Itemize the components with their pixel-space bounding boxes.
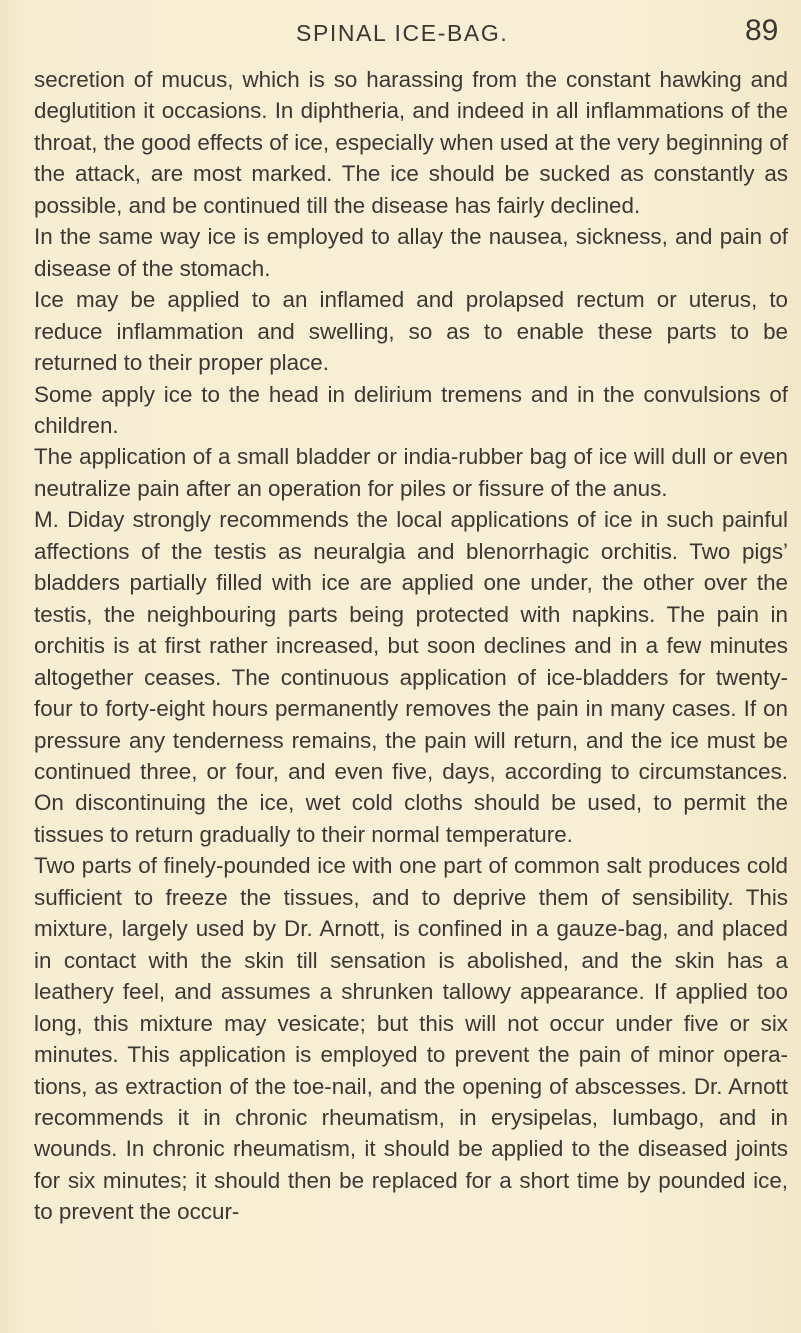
paragraph: Some apply ice to the head in delirium tremens and in the convulsions of children. [34,381,788,438]
page-header [0,14,801,54]
paragraph: Ice may be applied to an inflamed and prolapsed rectum or uterus, to reduce inflammation and swelling, so as to enable these parts to be returned to their proper place. [34,287,788,376]
page-number: 89 [745,14,779,47]
paragraph: The application of a small bladder or india-rubber bag of ice will dull or even neutralize pain after an operation for piles or fissure of the anus. [34,444,788,501]
paragraph: secretion of mucus, which is so harassing from the constant hawking and deglutition it occasions. In diphtheria, and indeed in all inflammations of the throat, the good effects of ice, especially when used at the very beginning of the attack, are most marked. The ice should be sucked as constantly as possible, and be continued till the disease has fairly declined. [34,67,788,218]
paragraph: In the same way ice is employed to allay the nausea, sickness, and pain of disease of the stomach. [34,224,788,281]
paragraph: M. Diday strongly recommends the local applications of ice in such painful affections of the testis as neuralgia and blenorrhagic orchitis. Two pigs’ bladders partially filled with ice are applied one under, the other over the testis, the neighbouring parts being protected with napkins. The pain in orchitis is at first rather increased, but soon declines and in a few minutes altogether ceases. The continuous application of ice-bladders for twenty-four to forty-eight hours permanently removes the pain in many cases. If on pressure any tenderness remains, the pain will return, and the ice must be continued three, or four, and even five, days, according to circumstances. On discontinuing the ice, wet cold cloths should be used, to permit the tissues to return gradually to their normal temperature. [34,507,788,847]
paragraph: Two parts of finely-pounded ice with one part of common salt produces cold sufficient to freeze the tissues, and to deprive them of sensibility. This mixture, largely used by Dr. Arnott, is confined in a gauze-bag, and placed in contact with the skin till sensation is abolished, and the skin has a leathery feel, and assumes a shrunken tallowy appearance. If applied too long, this mixture may vesicate; but this will not occur under five or six minutes. This application is employed to prevent the pain of minor operations, as extraction of the toe-nail, and the opening of abscesses. Dr. Arnott recommends it in chronic rheumatism, in erysipelas, lumbago, and in wounds. In chronic rheumatism, it should be applied to the diseased joints for six minutes; it should then be replaced for a short time by pounded ice, to prevent the occur- [34,853,788,1225]
body-text [34,64,788,1228]
running-head: SPINAL ICE-BAG. [296,20,509,46]
